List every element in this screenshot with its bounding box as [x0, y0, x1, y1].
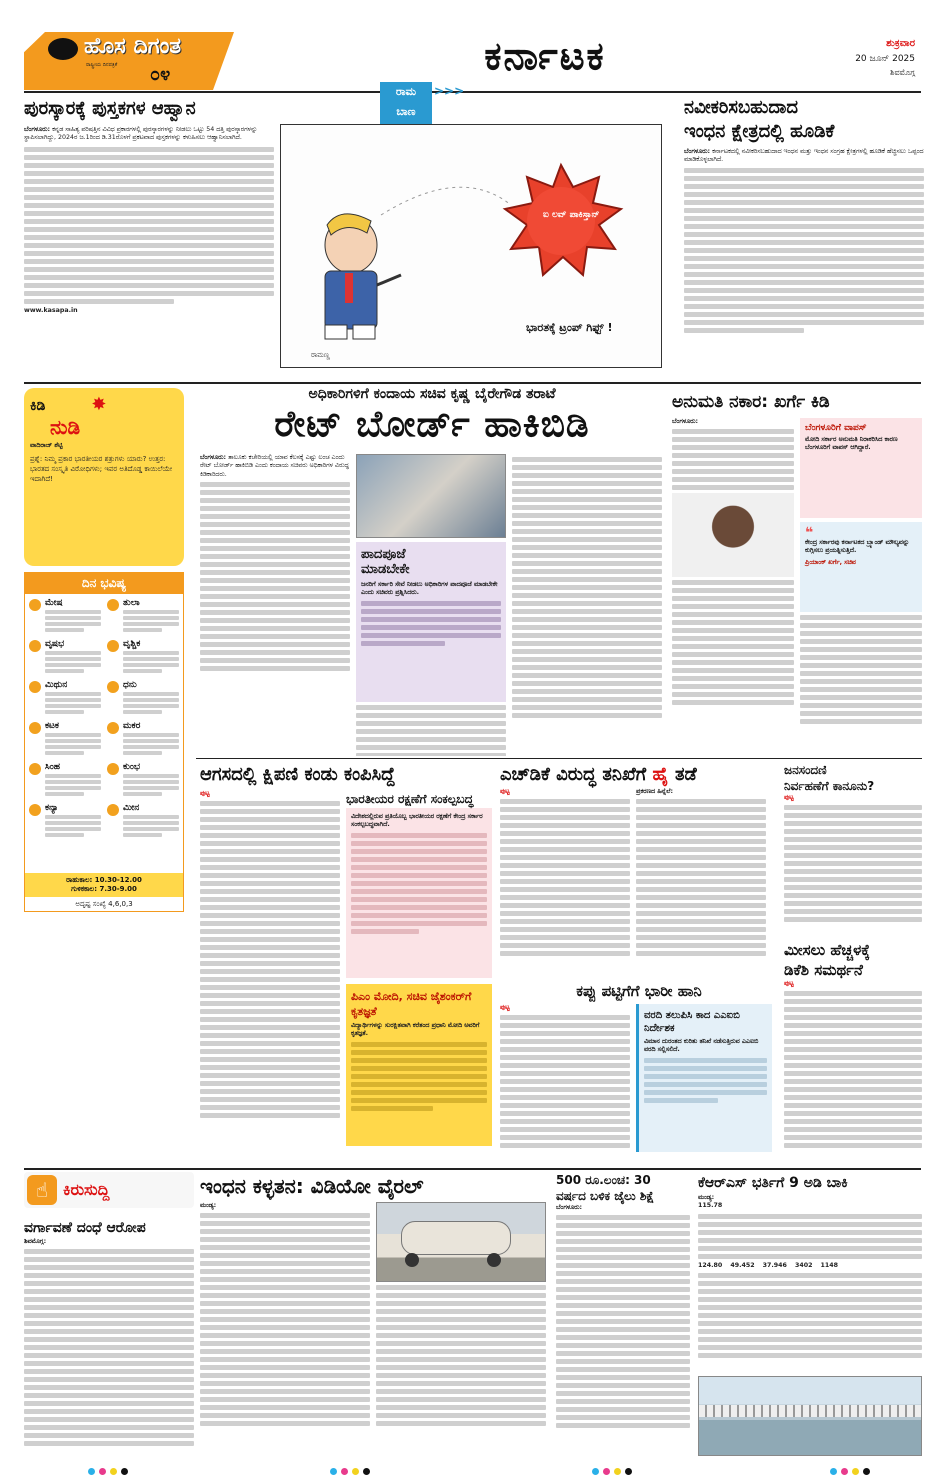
zodiac-name: ಸಿಂಹ [45, 762, 61, 772]
col-1 [200, 454, 350, 756]
zodiac-name: ಮಿಥುನ [45, 680, 68, 690]
dateline: ಮಂಡ್ಯ: [200, 1202, 217, 1209]
article-hdk [500, 762, 774, 972]
headline: ಪುರಸ್ಕಾರಕ್ಕೆ ಪುಸ್ತಕಗಳ ಆಹ್ವಾನ [24, 98, 196, 119]
zodiac-name: ವೃಷಭ [45, 639, 65, 649]
headline-line2: ನಿರ್ವಹಣೆಗೆ ಕಾನೂನು? [784, 779, 875, 793]
section-title: ಕರ್ನಾಟಕ [484, 34, 606, 78]
nudi-title: ನುಡಿ [50, 415, 81, 439]
issue-day: ಶುಕ್ರವಾರ [886, 38, 915, 49]
arrow-icon: >>> [434, 84, 465, 98]
zodiac-icon [29, 722, 41, 734]
divider [196, 758, 922, 759]
zodiac-icon [29, 681, 41, 693]
box1-title: ಭಾರತೀಯರ ರಕ್ಷಣೆಗೆ ಸಂಕಲ್ಪಬದ್ಧ [346, 792, 474, 806]
logo-tagline: ರಾಷ್ಟ್ರೀಯ ದಿನಪತ್ರಿಕೆ [86, 62, 118, 68]
kicker: ಅಧಿಕಾರಿಗಳಿಗೆ ಕಂದಾಯ ಸಚಿವ ಕೃಷ್ಣ ಬೈರೇಗೌಡ ತರಾಟೆ [308, 386, 556, 402]
col-2 [800, 418, 922, 727]
lead-text: ಕನ್ನಡ ಸಾಹಿತ್ಯ ಪರಿಷತ್ತಿನ ವಿವಿಧ ಪ್ರಕಾರಗಳಲ್ಲಿ ಪುರಸ್ಕಾರಗಳನ್ನು ನೀಡಲು ಒಟ್ಟು 54 ದತ್ತಿ ಪುರಸ್ಕಾರಗಳನ್ನು ಸ್ಥಾಪಿಸಲಾಗಿದ್ದು, 2024ರ ಜ.1ರಿಂದ ಡಿ.31ರೊಳಗೆ ಪ್ರಕಟವಾದ ಪುಸ್ತಕಗಳನ್ನು ಕಳುಹಿಸಲು ಆಹ್ವಾನಿಸಲಾಗಿದೆ. [24, 126, 258, 142]
zodiac-name: ಮಕರ [123, 721, 141, 731]
author: ವಾದಿರಾಜ್ ಶೆಟ್ಟಿ [30, 442, 63, 449]
hand-icon: ☝ [27, 1175, 57, 1205]
dam-photo [698, 1376, 922, 1456]
dateline: ಬೆಂಗಳೂರು: [684, 148, 711, 155]
zodiac-name: ಕನ್ಯಾ [45, 803, 59, 813]
logo-text: ಹೊಸ ದಿಗಂತ [84, 34, 182, 59]
zodiac-item [29, 680, 101, 716]
article-renewable [684, 96, 924, 381]
cartoon-drawing [281, 125, 661, 367]
website-link[interactable]: www.kasapa.in [24, 306, 78, 314]
zodiac-icon [29, 599, 41, 611]
headline-part-a: ಎಚ್‌ಡಿಕೆ ವಿರುದ್ಧ ತನಿಖೆಗೆ [500, 764, 647, 785]
kidi-text: ಪ್ರಶ್ನೆ: ನಿಮ್ಮ ಪ್ರಕಾರ ಭಾರತೀಯರ ಶತ್ರುಗಳು ಯಾರು? ಉತ್ತರ: ಭಾರತದ ಸಂಸ್ಕೃತಿ ವಿರೋಧಿಗಳು; ಇವರ ಅತಿದೊಡ್ಡ ಕಾಯಿಲೆಯೇ ಇದಾಗಿದೆ! [30, 455, 173, 484]
box2-text: ವಿದ್ಯಾರ್ಥಿಗಳನ್ನು ಸುರಕ್ಷಿತವಾಗಿ ಕರೆತಂದ ಪ್ರಧಾನಿ ಮೋದಿ ಅವರಿಗೆ ಕೃತಜ್ಞತೆ. [351, 1022, 480, 1038]
headline: ಇಂಧನ ಕಳ್ಳತನ: ವಿಡಿಯೋ ವೈರಲ್ [200, 1174, 424, 1198]
box2-title: ಪಿಎಂ ಮೋದಿ, ಸಚಿವ ಜೈಶಂಕರ್‌ಗೆ ಕೃತಜ್ಞತೆ [351, 990, 472, 1018]
article-krs [698, 1172, 922, 1462]
kidi-title: ಕಿಡಿ [30, 398, 46, 414]
tanker-photo [376, 1202, 546, 1282]
registration-marks [0, 1468, 945, 1480]
zodiac-item [29, 803, 101, 839]
col-2 [376, 1202, 546, 1429]
bomb-text: ಐ ಲವ್ ಪಾಕಿಸ್ತಾನ್ [543, 210, 600, 220]
figure-max-level: 124.80 [698, 1261, 723, 1269]
issue-date: 20 ಜೂನ್ 2025 [855, 54, 915, 64]
zodiac-icon [29, 640, 41, 652]
zodiac-item [107, 639, 179, 675]
zodiac-name: ವೃಶ್ಚಿಕ [123, 639, 141, 649]
aaib-box [636, 1004, 772, 1152]
vapas-box [800, 418, 922, 518]
article-filler [684, 168, 924, 333]
quote-text: ಕೇಂದ್ರ ಸರ್ಕಾರವು ಕರ್ನಾಟಕದ ಬ್ರ್ಯಾಂಡ್ ಮೌಲ್ಯವನ್ನು ಕುಗ್ಗಿಸಲು ಪ್ರಯತ್ನಿಸುತ್ತಿದೆ. [805, 539, 910, 555]
portrait-photo [672, 493, 794, 577]
headline-part-c: ತಡೆ [674, 764, 697, 785]
dateline: ಬೆಂಗಳೂರು: [672, 418, 699, 425]
headline-line1: ಮೀಸಲು ಹೆಚ್ಚಳಕ್ಕೆ [784, 941, 870, 959]
dateline: ಪುಟ್ಟ [200, 790, 210, 797]
zodiac-icon [107, 599, 119, 611]
zodiac-item [107, 803, 179, 839]
zodiac-item [29, 721, 101, 757]
headline-line1: ನವೀಕರಿಸಬಹುದಾದ [684, 97, 798, 118]
col-2 [636, 788, 766, 959]
headline: ವರ್ಗಾವಣೆ ದಂಧೆ ಆರೋಪ [24, 1220, 146, 1236]
lead-photo [356, 454, 506, 538]
box-text: ಜನರಿಗೆ ಸರ್ಕಾರಿ ಸೇವೆ ನೀಡಲು ಅಧಿಕಾರಿಗಳ ಪಾದಪೂಜೆ ಮಾಡಬೇಕೇ ಎಂದು ಸಚಿವರು ಪ್ರಶ್ನಿಸಿದರು. [361, 581, 498, 597]
water-level: 115.78 [698, 1202, 723, 1210]
dateline: ಪುಟ್ಟ [500, 1004, 510, 1011]
label-top: ರಾಮ [395, 85, 417, 98]
zodiac-item [107, 762, 179, 798]
headline: ಕಪ್ಪು ಪಟ್ಟಿಗೆಗೆ ಭಾರೀ ಹಾನಿ [576, 982, 702, 1000]
box1 [346, 808, 492, 978]
article-body [24, 126, 274, 143]
headline-line2: ಡಿಕೆಶಿ ಸಮರ್ಥನೆ [784, 961, 863, 979]
headline-line2: ಇಂಧನ ಕ್ಷೇತ್ರದಲ್ಲಿ ಹೂಡಿಕೆ [684, 121, 835, 142]
lead-story [200, 386, 664, 756]
divider [24, 382, 921, 384]
col-1 [672, 418, 794, 727]
krs-figures [698, 1262, 922, 1270]
kirusuddi [24, 1172, 194, 1462]
article-filler [24, 147, 274, 304]
zodiac-icon [107, 804, 119, 816]
dateline: ಬೆಂಗಳೂರು: [24, 126, 51, 133]
dateline: ಪುಟ್ಟ [784, 794, 794, 801]
logo-emblem-icon [48, 38, 78, 60]
zodiac-item [29, 598, 101, 634]
zodiac-name: ಮೇಷ [45, 598, 63, 608]
zodiac-name: ಧನು [123, 680, 137, 690]
article-sky [200, 762, 492, 1164]
box-text: ಮೋದಿ ಸರ್ಕಾರ ಅನುಮತಿ ನಿರಾಕರಿಸಿದ ಕಾರಣ ಬೆಂಗಳೂರಿಗೆ ವಾಪಸ್ ಆಗಿದ್ದಾರೆ. [805, 436, 898, 452]
box1-text: ವಿದೇಶದಲ್ಲಿರುವ ಪ್ರತಿಯೊಬ್ಬ ಭಾರತೀಯರ ರಕ್ಷಣೆಗೆ ಕೇಂದ್ರ ಸರ್ಕಾರ ಸಂಕಲ್ಪಬದ್ಧವಾಗಿದೆ. [351, 813, 483, 829]
col-3 [512, 454, 662, 756]
figure-capacity: 49.452 [730, 1261, 755, 1269]
zodiac-item [29, 762, 101, 798]
divider [24, 1168, 921, 1170]
box-title: ವರದಿ ತಲುಪಿಸಿ ಕಾದ ಎಎಐಬಿ ನಿರ್ದೇಶಕ [644, 1010, 740, 1034]
col-1 [500, 1004, 630, 1152]
cartoon-ramabana [278, 78, 670, 370]
trump-figure [325, 214, 401, 339]
box-title: ಬೆಂಗಳೂರಿಗೆ ವಾಪಸ್ [805, 423, 867, 433]
col-1 [200, 1202, 370, 1429]
dateline: ಬೆಂಗಳೂರು: [200, 454, 227, 461]
kirusuddi-header [24, 1172, 194, 1208]
col-1 [500, 788, 630, 959]
spiky-bomb [505, 165, 621, 275]
figure-outflow: 1148 [820, 1261, 838, 1269]
lucky-number: ಅದೃಷ್ಟ ಸಂಖ್ಯೆ 4,6,0,3 [75, 900, 133, 908]
horoscope [24, 572, 184, 912]
article-body [684, 148, 924, 165]
quote-by: ಪ್ರಿಯಾಂಕ್ ಖರ್ಗೆ, ಸಚಿವ [805, 558, 856, 566]
subhead: ಪ್ರಕರಣದ ಹಿನ್ನೆಲೆ: [636, 788, 673, 795]
zodiac-name: ಕುಂಭ [123, 762, 141, 772]
zodiac-icon [29, 804, 41, 816]
article-anumati [672, 390, 922, 756]
zodiac-item [107, 721, 179, 757]
headline: ರೇಟ್ ಬೋರ್ಡ್ ಹಾಕಿಬಿಡಿ [274, 404, 590, 445]
padapooje-box [356, 542, 506, 702]
article-reservation [784, 940, 922, 1164]
headline-line2: ವರ್ಷದ ಬಳಿಕ ಜೈಲು ಶಿಕ್ಷೆ [556, 1189, 655, 1203]
col-2 [346, 790, 492, 1146]
figure-storage: 37.946 [762, 1261, 787, 1269]
ramabana-label [380, 82, 432, 126]
lead-text: ಕರ್ನಾಟಕದಲ್ಲಿ ನವೀಕರಿಸಬಹುದಾದ ಇಂಧನ ಮತ್ತು ಇಂಧನ ಸಂಗ್ರಹ ಕ್ಷೇತ್ರಗಳಲ್ಲಿ ಹೂಡಿಕೆ ಹೆಚ್ಚಿಸಲು ಒಪ್ಪಂದ ಮಾಡಿಕೊಳ್ಳಲಾಗಿದೆ. [684, 148, 924, 164]
spark-icon: ✸ [91, 394, 107, 415]
headline: ಆಗಸದಲ್ಲಿ ಕ್ಷಿಪಣಿ ಕಂಡು ಕಂಪಿಸಿದ್ದೆ [200, 764, 396, 785]
article-blackbox [500, 980, 778, 1164]
kidi-nudi-box [24, 388, 184, 566]
timings [25, 873, 183, 897]
zodiac-icon [107, 640, 119, 652]
headline-line1: 500 ರೂ.ಲಂಚ: 30 [556, 1173, 651, 1187]
dateline: ಪುಟ್ಟ [784, 980, 794, 987]
dateline: ಪುಟ್ಟ [500, 788, 510, 795]
box2 [346, 984, 492, 1146]
zodiac-icon [107, 722, 119, 734]
zodiac-item [29, 639, 101, 675]
gulikakala: ಗುಳಿಕಕಾಲ: 7.30-9.00 [71, 885, 137, 893]
zodiac-item [107, 598, 179, 634]
kirusuddi-logo: ಕಿರುಸುದ್ದಿ [63, 1180, 110, 1199]
article-books [24, 96, 274, 381]
article-crowd [784, 762, 922, 932]
article-jail [556, 1172, 690, 1462]
cartoonist-signature: ರಾಮಣ್ಣ [311, 351, 330, 359]
col-1 [200, 790, 340, 1146]
headline: ಅನುಮತಿ ನಕಾರ: ಖರ್ಗೆ ಕಿಡಿ [672, 392, 830, 412]
zodiac-name: ತುಲಾ [123, 598, 140, 608]
headline-part-b: ಹೈ [652, 764, 669, 785]
zodiac-item [107, 680, 179, 716]
zodiac-icon [29, 763, 41, 775]
figure-inflow: 3402 [794, 1261, 813, 1269]
headline: ಕೆಆರ್‌ಎಸ್ ಭರ್ತಿಗೆ 9 ಅಡಿ ಬಾಕಿ [698, 1175, 848, 1191]
zodiac-grid [25, 594, 183, 844]
zodiac-name: ಮೀನ [123, 803, 140, 813]
zodiac-name: ಕಟಕ [45, 721, 59, 731]
dateline: ಬೆಂಗಳೂರು: [556, 1204, 583, 1211]
cartoon-caption: ಭಾರತಕ್ಕೆ ಟ್ರಂಪ್ ಗಿಫ್ಟ್ ! [526, 321, 613, 334]
cartoon-frame [280, 124, 662, 368]
dateline: ಮಂಡ್ಯ: [698, 1194, 715, 1201]
horoscope-title: ದಿನ ಭವಿಷ್ಯ [25, 573, 183, 594]
box-text: ವಿಮಾನ ದುರಂತದ ಕುರಿತು ತನಿಖೆ ನಡೆಸುತ್ತಿರುವ ಎಎಐಬಿ ವರದಿ ಸಲ್ಲಿಸಲಿದೆ. [644, 1038, 759, 1054]
box-title-1: ಪಾದಪೂಜೆ [361, 547, 406, 562]
zodiac-icon [107, 763, 119, 775]
lead-text: ತಾಲೂಕು ಕಚೇರಿಯಲ್ಲಿ ಯಾವ ಕೆಲಸಕ್ಕೆ ಎಷ್ಟು ಲಂಚ ಎಂದು ರೇಟ್ ಬೋರ್ಡ್ ಹಾಕಿಬಿಡಿ ಎಂದು ಕಂದಾಯ ಸಚಿವರು ಅಧಿಕಾರಿಗಳ ವಿರುದ್ಧ ಕಿಡಿಕಾರಿದರು. [200, 454, 349, 478]
col-2 [356, 454, 506, 756]
zodiac-icon [107, 681, 119, 693]
article-fuel-theft [200, 1172, 550, 1462]
quote-box [800, 522, 922, 612]
dateline: ಶಿವಮೊಗ್ಗ: [24, 1238, 47, 1245]
quote-icon: ❝ [805, 525, 814, 541]
rahukala: ರಾಹುಕಾಲ: 10.30-12.00 [66, 876, 142, 884]
label-bottom: ಬಾಣ [396, 105, 416, 118]
page-number: ೦೪ [150, 64, 171, 85]
box-title-2: ಮಾಡಬೇಕೇ [361, 562, 410, 577]
headline [500, 762, 774, 788]
issue-city: ಶಿವಮೊಗ್ಗ [890, 68, 915, 77]
headline-line1: ಜನಸಂದಣಿ [784, 763, 827, 777]
